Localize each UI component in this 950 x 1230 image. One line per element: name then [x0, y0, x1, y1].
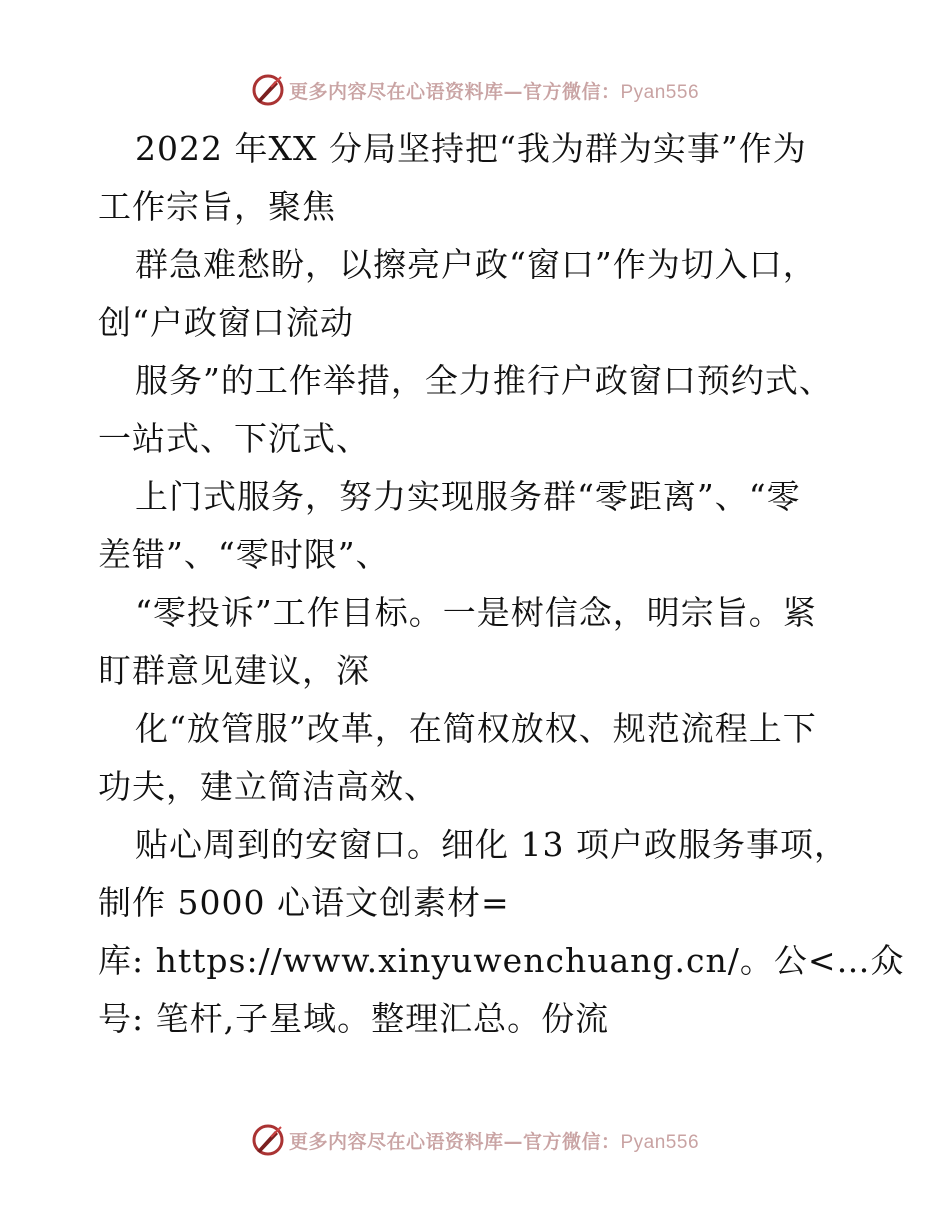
text-line: 工作宗旨，聚焦: [98, 187, 336, 226]
text-line: 上门式服务，努力实现服务群“零距离”、“零: [135, 477, 801, 516]
text-line: “零投诉”工作目标。一是树信念，明宗旨。紧: [135, 593, 817, 632]
watermark-text: 更多内容尽在心语资料库—官方微信：Pyan556: [288, 80, 700, 103]
text-line: 盯群意见建议，深: [98, 651, 370, 690]
text-line: 创“户政窗口流动: [98, 303, 354, 342]
quill-logo-icon: [251, 1123, 285, 1157]
text-line: 号: 笔杆,子星域。整理汇总。份流: [98, 999, 610, 1038]
text-line: 一站式、下沉式、: [98, 419, 370, 458]
text-line: 差错”、“零时限”、: [98, 535, 390, 574]
text-line: 化“放管服”改革，在简权放权、规范流程上下: [135, 709, 817, 748]
text-line: 功夫，建立简洁高效、: [98, 767, 438, 806]
text-line: 服务”的工作举措，全力推行户政窗口预约式、: [135, 361, 833, 400]
text-line: 库: https://www.xinyuwenchuang.cn/。公<…众: [98, 941, 905, 980]
text-line: 群急难愁盼，以擦亮户政“窗口”作为切入口，: [135, 245, 817, 284]
quill-logo-icon: [251, 73, 285, 107]
watermark-text: 更多内容尽在心语资料库—官方微信：Pyan556: [288, 1130, 700, 1153]
text-line: 制作 5000 心语文创素材=: [98, 883, 510, 922]
text-line: 2022 年XX 分局坚持把“我为群为实事”作为: [135, 129, 807, 168]
document-body: [98, 120, 905, 1048]
text-line: 贴心周到的安窗口。细化 13 项户政服务事项，: [135, 825, 848, 864]
watermark-footer: [0, 1120, 950, 1160]
watermark-header: [0, 70, 950, 110]
